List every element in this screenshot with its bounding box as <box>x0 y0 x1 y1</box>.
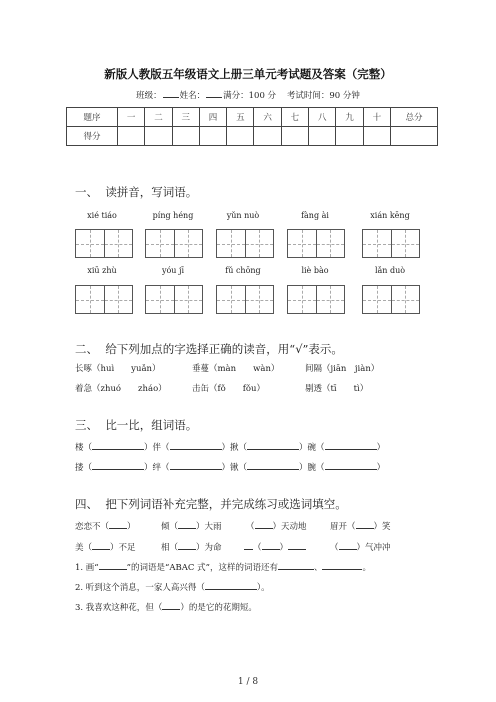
text: （ <box>253 543 262 553</box>
text: 楼（ <box>75 443 93 453</box>
pinyin-label: xiū zhù <box>87 266 117 275</box>
text: 眉开（ <box>330 522 356 532</box>
text: ） <box>279 543 289 553</box>
score-cell[interactable] <box>336 127 363 146</box>
score-cell[interactable] <box>281 127 308 146</box>
score-label: 满分：100 分 <box>223 91 277 101</box>
reading-choice: 剔透（tī tì） <box>305 384 369 394</box>
question-3 <box>75 601 257 613</box>
answer-blank[interactable] <box>255 520 273 529</box>
exam-info <box>0 89 496 101</box>
answer-blank[interactable] <box>356 520 374 529</box>
reading-choice: 着急（zhuó zháo） <box>75 384 167 394</box>
section-number: 二、 <box>75 342 98 356</box>
text: ）揪（ <box>221 443 248 453</box>
score-cell[interactable] <box>172 127 199 146</box>
idiom-item <box>75 541 136 553</box>
answer-blank[interactable] <box>109 520 127 529</box>
answer-blank[interactable] <box>339 541 357 550</box>
answer-blank[interactable] <box>92 461 144 470</box>
pinyin-label: yǔn nuò <box>226 211 260 220</box>
header-cell: 八 <box>309 108 336 127</box>
section-number: 四、 <box>75 497 98 511</box>
answer-blank[interactable] <box>244 541 253 550</box>
section-2-heading <box>75 341 343 357</box>
reading-choice: 垂蔓（màn wàn） <box>192 364 280 374</box>
pinyin-label: lǎn duò <box>374 266 406 275</box>
pinyin-label: xié tiáo <box>87 211 117 220</box>
time-label: 考试时间：90 分钟 <box>286 91 360 101</box>
answer-blank[interactable] <box>262 541 280 550</box>
header-cell: 五 <box>227 108 254 127</box>
pinyin-label: yóu jī <box>161 266 185 275</box>
section-number: 一、 <box>75 185 98 199</box>
class-blank[interactable] <box>163 89 179 98</box>
header-cell: 十 <box>363 108 390 127</box>
text: 倾（ <box>161 522 179 532</box>
tianzi-grid[interactable] <box>362 229 420 258</box>
score-cell[interactable] <box>199 127 226 146</box>
text: ）锹（ <box>221 463 248 473</box>
idiom-item <box>244 541 306 553</box>
name-blank[interactable] <box>206 89 222 98</box>
idiom-item <box>161 541 222 553</box>
name-label: 姓名： <box>179 91 206 101</box>
answer-blank[interactable] <box>322 561 362 570</box>
tianzi-grid[interactable] <box>75 229 133 258</box>
answer-blank[interactable] <box>92 541 110 550</box>
text: 相（ <box>161 543 179 553</box>
answer-blank[interactable] <box>247 461 299 470</box>
text: ）腕（ <box>299 463 325 473</box>
score-cell[interactable] <box>363 127 390 146</box>
text: ”的词语是“ABAC 式”，这样的词语还有 <box>126 563 278 573</box>
answer-blank[interactable] <box>99 561 127 570</box>
header-cell: 六 <box>254 108 281 127</box>
question-2 <box>75 581 270 593</box>
text: 3. 我喜欢这种花，但（ <box>75 603 163 613</box>
text: ）大雨 <box>196 522 222 532</box>
text: ）天动地 <box>272 522 307 532</box>
answer-blank[interactable] <box>325 461 377 470</box>
idiom-item <box>246 520 307 532</box>
tianzi-grid[interactable] <box>287 229 345 258</box>
tianzi-grid[interactable] <box>145 285 203 314</box>
answer-blank[interactable] <box>178 541 196 550</box>
section-number: 三、 <box>75 418 98 432</box>
answer-blank[interactable] <box>205 581 257 590</box>
answer-blank[interactable] <box>92 441 144 450</box>
score-table-header-row <box>67 108 438 127</box>
score-cell[interactable] <box>227 127 254 146</box>
score-row-label: 得分 <box>67 127 118 146</box>
text: ）碗（ <box>299 443 325 453</box>
answer-blank[interactable] <box>278 561 314 570</box>
text: ）。 <box>256 583 270 593</box>
answer-blank[interactable] <box>178 520 196 529</box>
word-compare-row <box>75 441 385 453</box>
pinyin-label: fǔ chōng <box>225 266 261 275</box>
pinyin-label: xián kēng <box>370 211 410 220</box>
section-title: 给下列加点的字选择正确的读音，用“√”表示。 <box>105 342 343 356</box>
header-cell: 题序 <box>67 108 118 127</box>
idiom-item <box>330 541 391 553</box>
score-cell[interactable] <box>118 127 145 146</box>
word-compare-row <box>75 461 385 473</box>
pinyin-label: liè bào <box>301 266 329 275</box>
score-table-score-row <box>67 127 438 146</box>
header-cell: 总分 <box>391 108 438 127</box>
text: 2. 听到这个消息，一家人高兴得（ <box>75 583 205 593</box>
text: 、 <box>313 563 323 573</box>
idiom-item <box>75 520 136 532</box>
section-4-heading <box>75 496 347 512</box>
answer-blank[interactable] <box>162 601 180 610</box>
text: ）伴（ <box>144 443 170 453</box>
text: ）为命 <box>196 543 222 553</box>
class-label: 班级： <box>136 91 162 101</box>
tianzi-grid[interactable] <box>216 229 274 258</box>
answer-blank[interactable] <box>170 441 222 450</box>
text: 恋恋不（ <box>75 522 110 532</box>
pinyin-label: fàng ài <box>301 211 329 220</box>
reading-choice: 间隔（jiān jiàn） <box>305 364 380 374</box>
score-cell[interactable] <box>391 127 438 146</box>
answer-blank[interactable] <box>288 541 297 550</box>
text: ） <box>376 463 386 473</box>
pinyin-label: píng héng <box>152 211 194 220</box>
text: ）的是它的花期短。 <box>180 603 257 613</box>
answer-blank[interactable] <box>297 541 306 550</box>
score-cell[interactable] <box>254 127 281 146</box>
section-1-heading <box>75 184 197 200</box>
text: ）气冲冲 <box>356 543 391 553</box>
section-3-heading <box>75 417 197 433</box>
header-cell: 三 <box>172 108 199 127</box>
tianzi-grid[interactable] <box>287 285 345 314</box>
text: ） <box>376 443 386 453</box>
idiom-item <box>330 520 391 532</box>
section-title: 比一比，组词语。 <box>105 418 198 432</box>
answer-blank[interactable] <box>170 461 222 470</box>
text: ） <box>127 522 136 532</box>
tianzi-grid[interactable] <box>216 285 274 314</box>
section-title: 把下列词语补充完整，并完成练习或选词填空。 <box>105 497 347 511</box>
header-cell: 一 <box>118 108 145 127</box>
header-cell: 九 <box>336 108 363 127</box>
score-cell[interactable] <box>145 127 172 146</box>
score-table <box>66 107 438 146</box>
section-title: 读拼音，写词语。 <box>105 185 198 199</box>
reading-choice: 长啄（huì yuǎn） <box>75 364 161 374</box>
page-title: 新版人教版五年级语文上册三单元考试题及答案（完整） <box>104 67 392 81</box>
text: （ <box>246 522 255 532</box>
tianzi-grid[interactable] <box>145 229 203 258</box>
text: （ <box>330 543 339 553</box>
idiom-item <box>161 520 222 532</box>
answer-blank[interactable] <box>247 441 299 450</box>
reading-choice: 击缶（fǒ fǒu） <box>192 384 266 394</box>
tianzi-grid[interactable] <box>362 285 420 314</box>
header-cell: 七 <box>281 108 308 127</box>
text: 搂（ <box>75 463 93 473</box>
text: 。 <box>362 563 371 573</box>
text: 美（ <box>75 543 93 553</box>
header-cell: 二 <box>145 108 172 127</box>
text: ）绊（ <box>144 463 170 473</box>
header-cell: 四 <box>199 108 226 127</box>
question-1 <box>75 561 371 573</box>
answer-blank[interactable] <box>325 441 377 450</box>
tianzi-grid[interactable] <box>75 285 133 314</box>
score-cell[interactable] <box>309 127 336 146</box>
text: 1. 画“ <box>75 563 99 573</box>
text: ）不足 <box>110 543 136 553</box>
text: ）笑 <box>373 522 391 532</box>
page-number: 1 / 8 <box>237 677 259 687</box>
